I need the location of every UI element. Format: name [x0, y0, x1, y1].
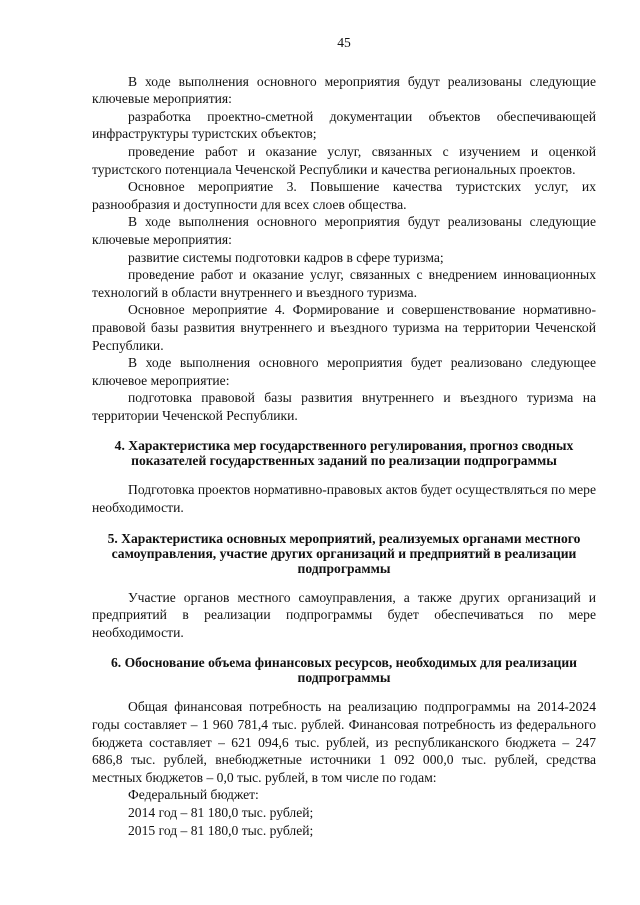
paragraph: развитие системы подготовки кадров в сфере туризма; — [128, 249, 444, 265]
paragraph: В ходе выполнения основного мероприятия будут реализованы следующие ключевые мероприятия: — [92, 214, 596, 247]
paragraph: разработка проектно-сметной документации объектов обеспечивающей инфраструктуры туристских объектов; — [92, 108, 596, 142]
paragraph: проведение работ и оказание услуг, связанных с изучением и оценкой туристского потенциала Чеченской Республики и качества региональных проектов. — [92, 143, 596, 177]
paragraph: В ходе выполнения основного мероприятия будут реализованы следующие ключевые мероприятия: — [92, 73, 596, 107]
paragraph: В ходе выполнения основного мероприятия будет реализовано следующее ключевое мероприятие: — [92, 355, 596, 388]
section-4-heading: 4. Характеристика мер государственного регулирования, прогноз сводных показателей государственных заданий по реализации подпрограммы — [114, 438, 574, 469]
section-6-text: Общая финансовая потребность на реализацию подпрограммы на 2014-2024 годы составляет – 1 960 781,4 тыс. рублей. Финансовая потребность из федерального бюджета составляет – 621 094,6 тыс. рублей, из республиканского бюджета – 247 686,8 тыс. рублей, внебюджетные источники 1 092 000,0 тыс. рублей, средства местных бюджетов – 0,0 тыс. рублей, в том числе по годам: — [92, 699, 596, 785]
section-5-text: Участие органов местного самоуправления, а также других организаций и предприятий в реализации подпрограммы будет обеспечиваться по мере необходимости. — [92, 589, 596, 640]
paragraph: подготовка правовой базы развития внутреннего и въездного туризма на территории Чеченской Республики. — [92, 390, 596, 423]
section-5-heading: 5. Характеристика основных мероприятий, реализуемых органами местного самоуправления, участие других организаций и предприятий в реализации подпрограммы — [107, 530, 581, 576]
budget-year-line: 2014 год – 81 180,0 тыс. рублей; — [128, 805, 314, 820]
section-6-heading: 6. Обоснование объема финансовых ресурсов, необходимых для реализации подпрограммы — [110, 655, 578, 686]
budget-year-line: 2015 год – 81 180,0 тыс. рублей; — [128, 822, 314, 838]
paragraph: проведение работ и оказание услуг, связанных с внедрением инновационных технологий в области внутреннего и въездного туризма. — [92, 267, 596, 300]
paragraph: Основное мероприятие 3. Повышение качества туристских услуг, их разнообразия и доступности для всех слоев общества. — [92, 179, 596, 212]
section-4-text: Подготовка проектов нормативно-правовых актов будет осуществляться по мере необходимости. — [92, 482, 596, 516]
paragraph: Основное мероприятие 4. Формирование и совершенствование нормативно-правовой базы развития внутреннего и въездного туризма на территории Чеченской Республики. — [92, 302, 596, 353]
page-number: 45 — [337, 35, 351, 50]
federal-budget-label: Федеральный бюджет: — [128, 787, 259, 803]
